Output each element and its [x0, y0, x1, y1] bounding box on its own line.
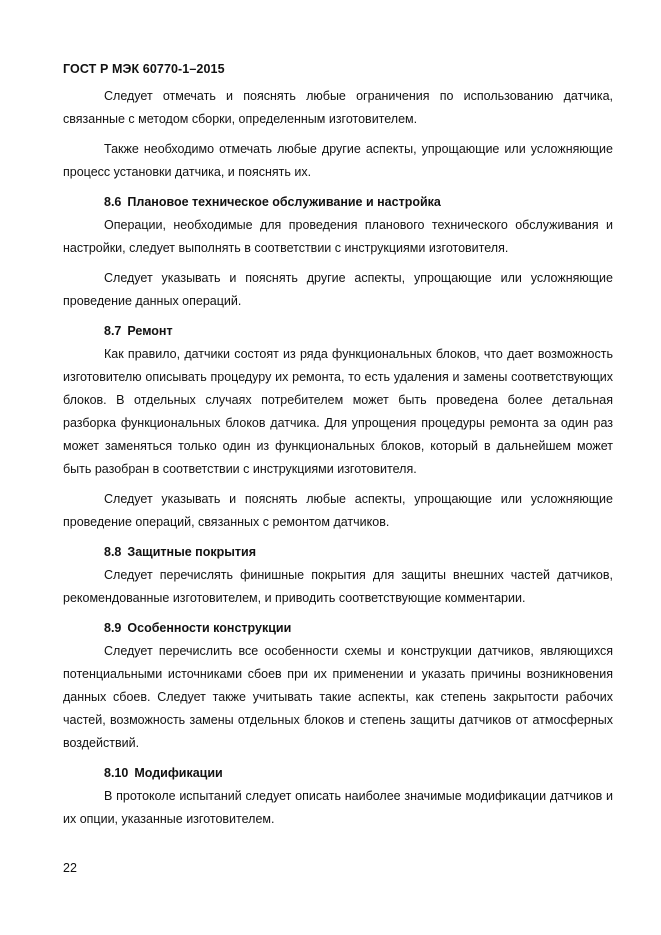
page-number: 22: [63, 861, 77, 875]
section-number: 8.8: [104, 545, 122, 559]
document-header: ГОСТ Р МЭК 60770-1–2015: [63, 62, 225, 76]
paragraph: Следует перечислять финишные покрытия для защиты внешних частей датчиков, рекомендованные изготовителем, и приводить соответствующие комментарии.: [63, 568, 613, 605]
section-title: Модификации: [134, 766, 223, 780]
paragraph: Следует перечислить все особенности схемы и конструкции датчиков, являющихся потенциальными источниками сбоев при их применении и указать причины возникновения данных сбоев. Следует также учитывать такие аспекты, как степень закрытости рабочих частей, возможность замены отдельных блоков и степень защиты датчиков от атмосферных воздействий.: [63, 644, 613, 750]
section-heading-8-8: [104, 541, 613, 564]
paragraph: Операции, необходимые для проведения планового технического обслуживания и настройки, следует выполнять в соответствии с инструкциями изготовителя.: [63, 218, 613, 255]
document-body: [63, 85, 613, 838]
section-heading-8-6: [104, 191, 613, 214]
section-heading-8-7: [104, 320, 613, 343]
section-number: 8.10: [104, 766, 129, 780]
paragraph: Как правило, датчики состоят из ряда функциональных блоков, что дает возможность изготовителю описывать процедуру их ремонта, то есть удаления и замены соответствующих блоков. В отдельных случаях потребителем может быть проведена более детальная разборка функциональных блоков датчика. Для упрощения процедуры ремонта за один раз может заменяться только один из функциональных блоков, который в дальнейшем может быть разобран в соответствии с инструкциями изготовителя.: [63, 347, 613, 476]
section-heading-8-9: [104, 617, 613, 640]
section-title: Ремонт: [127, 324, 173, 338]
section-title: Плановое техническое обслуживание и настройка: [127, 195, 441, 209]
section-heading-8-10: [104, 762, 613, 785]
section-number: 8.7: [104, 324, 122, 338]
section-number: 8.6: [104, 195, 122, 209]
paragraph: В протоколе испытаний следует описать наиболее значимые модификации датчиков и их опции, указанные изготовителем.: [63, 789, 613, 826]
paragraph: Также необходимо отмечать любые другие аспекты, упрощающие или усложняющие процесс установки датчика, и пояснять их.: [63, 142, 613, 179]
section-title: Особенности конструкции: [127, 621, 292, 635]
section-title: Защитные покрытия: [127, 545, 257, 559]
paragraph: Следует указывать и пояснять другие аспекты, упрощающие или усложняющие проведение данных операций.: [63, 271, 613, 308]
paragraph: Следует отмечать и пояснять любые ограничения по использованию датчика, связанные с методом сборки, определенным изготовителем.: [63, 89, 613, 126]
section-number: 8.9: [104, 621, 122, 635]
paragraph: Следует указывать и пояснять любые аспекты, упрощающие или усложняющие проведение операций, связанных с ремонтом датчиков.: [63, 492, 613, 529]
